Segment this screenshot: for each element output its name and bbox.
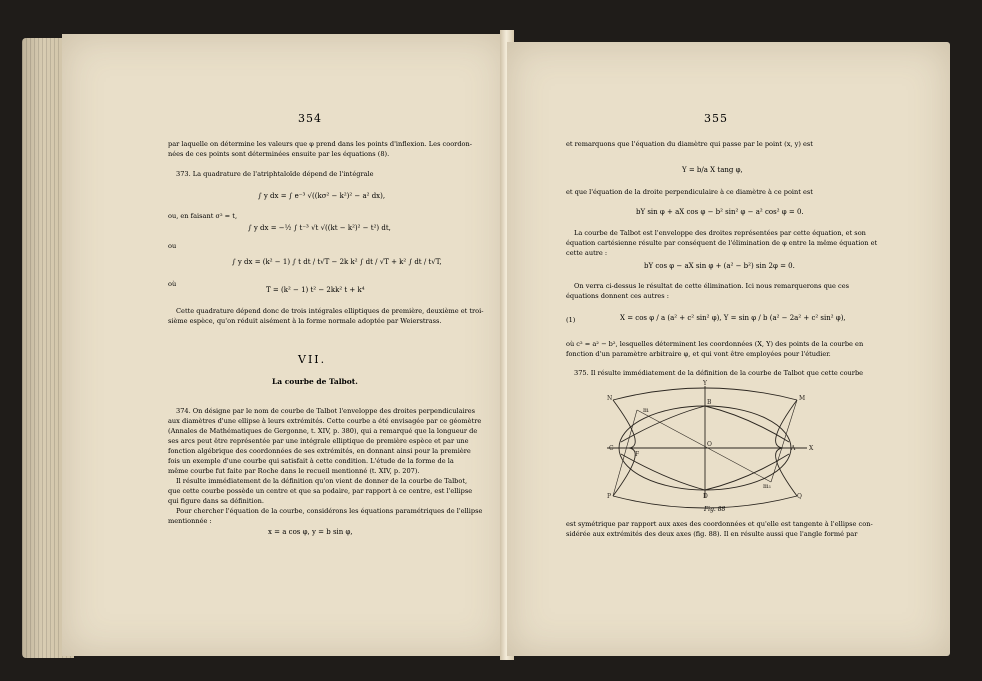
figure-label: N [607, 395, 613, 402]
paragraph-375: 375. Il résulte immédiatement de la définition de la courbe de Talbot que cette courbe [574, 369, 864, 377]
figure-label: P [607, 493, 612, 500]
figure-label: m₁ [763, 483, 772, 490]
left-text-line: Pour chercher l'équation de la courbe, considérons les équations paramétriques de l'ellipse [176, 507, 483, 515]
figure-label: A [791, 445, 796, 452]
left-text-line: même courbe fut faite par Roche dans le recueil mentionné (t. XIV, p. 207). [168, 467, 420, 475]
equation: X = cos φ / a (a² + c² sin² φ), Y = sin φ / b (a² − 2a² + c² sin² φ), [620, 314, 846, 322]
right-text-line: On verra ci-dessus le résultat de cette élimination. Ici nous remarquerons que ces [574, 282, 850, 290]
left-text-line: nées de ces points sont déterminées ensuite par les équations (8). [168, 150, 390, 158]
left-text-line: qui figure dans sa définition. [168, 497, 264, 505]
right-page-number: 355 [704, 112, 728, 125]
talbot-curve-figure [607, 380, 817, 504]
right-text-line: est symétrique par rapport aux axes des coordonnées et qu'elle est tangente à l'ellipse con- [566, 520, 873, 528]
section-number: VII. [298, 353, 327, 366]
figure-label: D [703, 493, 708, 500]
equation: ∫ y dx = −½ ∫ t⁻³ √t √((kt − k²)² − t²) dt, [248, 224, 391, 232]
left-text-line: sième espèce, qu'on réduit aisément à la forme normale adoptée par Weierstrass. [168, 317, 442, 325]
equation: x = a cos φ, y = b sin φ, [268, 528, 353, 536]
figure-label: Y [703, 380, 707, 387]
left-text-line: ou, en faisant σ² = t, [168, 212, 238, 220]
right-text-line: fonction d'un paramètre arbitraire φ, et qui vont être employées pour l'étudier. [566, 350, 831, 358]
right-text-line: sidérée aux extrémités des deux axes (fig. 88). Il en résulte aussi que l'angle formé par [566, 530, 858, 538]
left-page-number: 354 [298, 112, 322, 125]
equation: bY cos φ − aX sin φ + (a² − b²) sin 2φ = 0. [644, 262, 795, 270]
right-text-line: équations donnent ces autres : [566, 292, 669, 300]
left-text-line: fois un exemple d'une courbe qui satisfait à cette condition. L'étude de la forme de la [168, 457, 454, 465]
left-text-line: Il résulte immédiatement de la définition qu'on vient de donner de la courbe de Talbot, [176, 477, 468, 485]
paragraph-373: 373. La quadrature de l'atriphtaloïde dépend de l'intégrale [176, 170, 374, 178]
left-text-line: où [168, 280, 177, 288]
equation: ∫ y dx = (k² − 1) ∫ t dt / t√T − 2k k² ∫ dt / √T + k² ∫ dt / t√T, [232, 258, 442, 266]
right-text-line: et que l'équation de la droite perpendiculaire à ce diamètre à ce point est [566, 188, 813, 196]
right-text-line: équation cartésienne résulte par conséquent de l'élimination de φ entre la même équation et [566, 239, 878, 247]
figure-label: O [707, 441, 712, 448]
right-text-line: La courbe de Talbot est l'enveloppe des droites représentées par cette équation, et son [574, 229, 866, 237]
left-text-line: 374. On désigne par le nom de courbe de Talbot l'enveloppe des droites perpendiculaires [176, 407, 476, 415]
left-page [62, 34, 507, 656]
left-text-line: ou [168, 242, 177, 250]
equation: bY sin φ + aX cos φ − b² sin² φ − a² cos² φ = 0. [636, 208, 804, 216]
left-text-line: par laquelle on détermine les valeurs que φ prend dans les points d'inflexion. Les coordon- [168, 140, 473, 148]
figure-label: B [707, 399, 712, 406]
section-title: La courbe de Talbot. [272, 377, 358, 386]
figure-label: m [643, 407, 649, 414]
figure-label: X [809, 445, 814, 452]
left-text-line: aux diamètres d'une ellipse à leurs extrémités. Cette courbe a été envisagée par ce géomètre [168, 417, 482, 425]
left-text-line: que cette courbe possède un centre et que sa podaire, par rapport à ce centre, est l'ellipse [168, 487, 473, 495]
left-text-line: ses arcs peut être représentée par une intégrale elliptique de première espèce et par une [168, 437, 469, 445]
equation: T = (k² − 1) t² − 2kk² t + k⁴ [266, 286, 365, 294]
left-text-line: fonction algébrique des coordonnées de ses extrémités, en donnant ainsi pour la première [168, 447, 471, 455]
equation-label: (1) [566, 316, 576, 324]
right-page [507, 42, 950, 656]
equation: ∫ y dx = ∫ e⁻³ √((kσ² − k²)² − a² dx), [258, 192, 386, 200]
left-text-line: Cette quadrature dépend donc de trois intégrales elliptiques de première, deuxième et troi- [176, 307, 484, 315]
figure-label: M [799, 395, 806, 402]
equation: Y = b/a X tang φ, [682, 166, 743, 174]
left-text-line: mentionnée : [168, 517, 212, 525]
left-text-line: (Annales de Mathématiques de Gergonne, t. XIV, p. 380), qui a remarqué que la longueur de [168, 427, 478, 435]
right-text-line: et remarquons que l'équation du diamètre qui passe par le point (x, y) est [566, 140, 813, 148]
right-text-line: cette autre : [566, 249, 608, 257]
figure-label: Q [797, 493, 802, 500]
figure-caption: Fig. 88 [704, 506, 726, 513]
figure-label: C [609, 445, 614, 452]
right-text-line: où c² = a² − b², lesquelles déterminent les coordonnées (X, Y) des points de la courbe en [566, 340, 864, 348]
figure-label: F [635, 451, 640, 458]
